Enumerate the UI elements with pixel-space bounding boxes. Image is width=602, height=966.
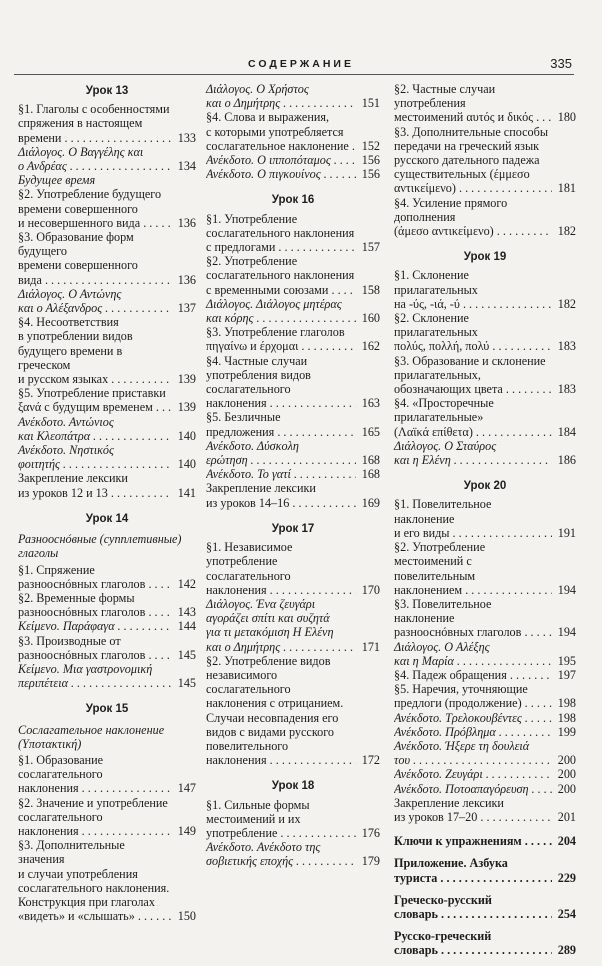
toc-entry-text: сослагательного	[18, 809, 103, 824]
toc-entry-text: §3. Употребление глаголов	[206, 325, 345, 340]
toc-page-number: 171	[361, 639, 380, 654]
toc-entry[interactable]	[206, 481, 380, 509]
toc-entry-text: разнооснóвных глаголов . . .	[394, 625, 552, 639]
toc-entry-text: και η Ελένη . . .	[394, 453, 552, 467]
toc-entry-text: ο Ανδρέας . . .	[18, 159, 172, 173]
toc-entry-text: Ανέκδοτο. Ο πιγκουίνος . . .	[206, 167, 356, 181]
toc-page-number: 145	[177, 647, 196, 662]
toc-entry-text: с временными союзами . . .	[206, 283, 356, 297]
toc-page-number: 133	[177, 130, 196, 145]
toc-entry-text: Διάλογος. Ο Βαγγέλης και	[18, 144, 144, 159]
toc-entry[interactable]	[394, 196, 576, 239]
toc-page-number: 181	[557, 181, 576, 196]
toc-entry-text: Διάλογος. Ο Χρήστος	[206, 82, 309, 96]
subtitle-line: Разнооснóвные (супплетивные)	[18, 532, 182, 547]
toc-entry[interactable]	[394, 834, 576, 848]
toc-entry[interactable]	[394, 354, 576, 397]
lesson-title: Урок 19	[463, 251, 507, 264]
lesson-title: Урок 17	[271, 522, 315, 535]
toc-entry[interactable]	[206, 597, 380, 654]
toc-entry[interactable]	[394, 711, 576, 725]
toc-page-number: 168	[361, 453, 380, 468]
lesson-title: Урок 13	[85, 85, 129, 97]
toc-entry-text: §4. Несоответствия	[18, 315, 119, 330]
header-title: СОДЕРЖАНИЕ	[248, 58, 354, 70]
toc-page-number: 139	[177, 400, 196, 415]
subtitle-line: глаголы	[18, 546, 59, 561]
toc-entry-text: словарь . . .	[394, 907, 552, 921]
toc-entry[interactable]	[206, 297, 380, 325]
toc-entry-text: наклонения . . .	[18, 824, 172, 838]
toc-entry-text: και ο Αλέξανδρος . . .	[18, 301, 172, 315]
toc-entry-text: сослагательного наклонения	[206, 225, 355, 240]
toc-entry[interactable]	[18, 315, 196, 386]
toc-entry-text: видов с видами русского	[206, 724, 335, 739]
toc-entry-text: и случаи употребления	[18, 866, 138, 881]
toc-entry[interactable]	[206, 110, 380, 153]
subtitle-line: (Υποτακτική)	[18, 736, 82, 751]
lesson-subtitle	[18, 723, 196, 751]
toc-entry-text: §4. Слова и выражения,	[206, 110, 330, 125]
toc-entry-text: §4. Частные случаи	[206, 353, 308, 368]
toc-entry[interactable]	[206, 840, 380, 868]
toc-entry[interactable]	[206, 153, 380, 167]
toc-page-number: 198	[557, 696, 576, 711]
toc-page-number: 136	[177, 272, 196, 287]
header-rule	[14, 74, 574, 75]
toc-entry-text: сослагательного наклонения	[206, 268, 355, 283]
toc-page-number: 152	[361, 138, 380, 153]
toc-entry-text: Διάλογος. Ο Αλέξης	[394, 639, 490, 654]
toc-entry-text: передачи на греческий язык	[394, 138, 540, 153]
toc-entry-text: существительных (έμμεσο	[394, 167, 530, 182]
toc-entry-text: αγοράζει σπίτι και συζητά	[206, 611, 330, 626]
toc-entry-text: Διάλογος. Διάλογος μητέρας	[206, 296, 342, 311]
toc-page-number: 179	[361, 854, 380, 869]
toc-entry-text: из уроков 12 и 13 . . .	[18, 486, 172, 500]
lesson-title: Урок 14	[85, 512, 129, 525]
toc-entry-text: обозначающих цвета . . .	[394, 382, 552, 396]
toc-page-number: 143	[177, 605, 196, 620]
toc-entry-text: Ανέκδοτο. Το γατί . . .	[206, 467, 356, 481]
toc-column-3	[394, 82, 576, 966]
toc-entry-text: Греческо-русский	[394, 892, 492, 907]
toc-entry-text: Ανέκδοτο. Ο ιπποπόταμος . . .	[206, 153, 356, 167]
toc-entry-text: πηγαίνω и έρχομαι . . .	[206, 339, 356, 353]
toc-entry-text: и русском языках . . .	[18, 372, 172, 386]
toc-entry[interactable]	[18, 187, 196, 230]
toc-entry-text: из уроков 17–20 . . .	[394, 810, 552, 824]
toc-entry-text: §4. «Просторечные	[394, 396, 494, 411]
toc-entry[interactable]	[206, 439, 380, 467]
toc-entry-text: сослагательное наклонение . . .	[206, 139, 356, 153]
toc-entry-text: наклонения . . .	[206, 396, 356, 410]
toc-entry[interactable]	[394, 725, 576, 739]
toc-entry[interactable]	[18, 563, 196, 591]
toc-entry-text: §1. Употребление	[206, 211, 298, 226]
toc-entry[interactable]	[206, 540, 380, 597]
lesson-19-list	[394, 268, 576, 467]
toc-page-number: 204	[557, 834, 576, 849]
toc-entry-text: употребление . . .	[206, 826, 356, 840]
lesson-13-list	[18, 102, 196, 500]
toc-entry-text: §1. Сильные формы	[206, 797, 310, 812]
toc-entry-text: Ключи к упражнениям . . .	[394, 834, 552, 848]
toc-entry[interactable]	[394, 311, 576, 354]
toc-entry-text: времени совершенного	[18, 201, 138, 216]
toc-entry[interactable]	[206, 167, 380, 181]
toc-entry-text: Κείμενο. Μια γαστρονομική	[18, 661, 153, 676]
toc-column-1	[18, 82, 196, 923]
toc-page-number: 200	[557, 767, 576, 782]
toc-entry[interactable]	[18, 415, 196, 443]
toc-entry[interactable]	[394, 929, 576, 957]
toc-entry-text: Закрепление лексики	[18, 471, 128, 486]
toc-entry-text: §3. Образование и склонение	[394, 353, 546, 368]
toc-entry-text: разнооснóвных глаголов . . .	[18, 605, 172, 619]
toc-page-number: 198	[557, 710, 576, 725]
toc-entry[interactable]	[206, 467, 380, 481]
toc-entry-text: повелительного	[206, 738, 289, 753]
toc-entry-text: πολύς, πολλή, πολύ . . .	[394, 339, 552, 353]
toc-entry-text: Закрепление лексики	[206, 481, 316, 496]
toc-entry[interactable]	[206, 798, 380, 841]
toc-entry-text: туриста . . .	[394, 871, 552, 885]
toc-entry-text: §3. Дополнительные значения	[18, 838, 125, 867]
toc-entry[interactable]	[18, 230, 196, 287]
toc-entry-text: Διάλογος. Ένα ζευγάρι	[206, 596, 316, 611]
toc-entry[interactable]	[394, 668, 576, 682]
toc-page-number: 186	[557, 453, 576, 468]
toc-entry-text: §2. Употребление	[394, 540, 486, 555]
toc-page-number: 140	[177, 428, 196, 443]
toc-page-number: 151	[361, 96, 380, 111]
toc-entry[interactable]	[18, 591, 196, 619]
toc-entry-text: §1. Склонение прилагательных	[394, 268, 478, 297]
toc-entry-text: разнооснóвных глаголов . . .	[18, 577, 172, 591]
toc-entry-text: για τι μετακόμιση Η Ελένη	[206, 625, 334, 640]
toc-page-number: 180	[557, 110, 576, 125]
toc-entry-text: αντικείμενο) . . .	[394, 181, 552, 195]
toc-page-number: 254	[557, 906, 576, 921]
toc-entry-text: вида . . .	[18, 273, 172, 287]
toc-page-number: 200	[557, 753, 576, 768]
toc-entry[interactable]	[18, 838, 196, 923]
toc-entry[interactable]	[18, 386, 196, 414]
toc-page-number: 191	[557, 525, 576, 540]
toc-page-number: 182	[557, 224, 576, 239]
toc-page-number: 137	[177, 301, 196, 316]
toc-page-number: 136	[177, 215, 196, 230]
toc-entry-text: §2. Употребление видов	[206, 653, 331, 668]
toc-entry-text: наклонения . . .	[206, 753, 356, 767]
toc-page-number: 144	[177, 619, 196, 634]
toc-entry-text: σοβιετικής εποχής . . .	[206, 854, 356, 868]
toc-page-number: 199	[557, 724, 576, 739]
lesson-15-cont-list	[206, 82, 380, 181]
toc-entry-text: Κείμενο. Παράφαγα . . .	[18, 619, 172, 633]
toc-entry-text: «видеть» и «слышать» . . .	[18, 909, 172, 923]
appendix-list	[394, 834, 576, 957]
toc-entry-text: §1. Повелительное наклонение	[394, 497, 492, 526]
toc-entry-text: прилагательных,	[394, 367, 481, 382]
toc-entry-text: περιπέτεια . . .	[18, 676, 172, 690]
toc-page-number: 194	[557, 625, 576, 640]
toc-entry[interactable]	[18, 796, 196, 839]
toc-entry[interactable]	[18, 102, 196, 145]
toc-entry[interactable]	[18, 662, 196, 690]
lesson-title: Урок 18	[271, 780, 315, 793]
toc-entry-text: §2. Значение и употребление	[18, 795, 168, 810]
toc-entry-text: §1. Глаголы с особенностями	[18, 102, 170, 117]
lesson-title: Урок 16	[271, 194, 315, 207]
toc-page-number: 182	[557, 296, 576, 311]
toc-entry-text: Ανέκδοτο. Ήξερε τη δουλειά	[394, 738, 530, 753]
toc-entry[interactable]	[18, 443, 196, 471]
toc-entry[interactable]	[206, 354, 380, 411]
toc-entry[interactable]	[394, 125, 576, 196]
toc-entry-text: (Λαϊκά επίθετα) . . .	[394, 425, 552, 439]
toc-entry-text: ξανά с будущим временем . . .	[18, 400, 172, 414]
toc-entry-text: Ανέκδοτο. Αντώνιος	[18, 414, 114, 429]
toc-entry-text: употребление сослагательного	[206, 554, 291, 583]
toc-entry-text: §3. Образование форм будущего	[18, 230, 134, 259]
toc-page-number: 157	[361, 240, 380, 255]
lesson-16-list	[206, 212, 380, 510]
toc-entry[interactable]	[394, 796, 576, 824]
toc-entry-text: будущего времени в греческом	[18, 343, 123, 372]
toc-page-number: 183	[557, 382, 576, 397]
toc-entry-text: και Κλεοπάτρα . . .	[18, 429, 172, 443]
toc-entry[interactable]	[206, 254, 380, 297]
toc-entry[interactable]	[206, 325, 380, 353]
toc-entry-text: Ανέκδοτο. Τρελοκουβέντες . . .	[394, 711, 552, 725]
toc-entry-text: §5. Наречия, уточняющие	[394, 682, 528, 697]
toc-entry-text: §5. Безличные	[206, 410, 281, 425]
toc-entry[interactable]	[394, 268, 576, 311]
toc-entry-text: и несовершенного вида . . .	[18, 216, 172, 230]
toc-entry-text: спряжения в настоящем	[18, 116, 143, 131]
toc-entry-text: русского дательного падежа	[394, 153, 540, 168]
lesson-18-cont-list	[394, 82, 576, 238]
toc-entry-text: §1. Спряжение	[18, 562, 95, 577]
toc-entry-text: Русско-греческий	[394, 929, 492, 944]
toc-entry-text: словарь . . .	[394, 943, 552, 957]
toc-entry[interactable]	[394, 739, 576, 767]
toc-entry-text: с которыми употребляется	[206, 124, 344, 139]
toc-page-number: 140	[177, 457, 196, 472]
toc-entry[interactable]	[18, 619, 196, 633]
toc-entry-text: Ανέκδοτο. Νηστικός	[18, 443, 114, 458]
toc-page-number: 141	[177, 485, 196, 500]
toc-entry[interactable]	[18, 634, 196, 662]
lesson-14-list	[18, 563, 196, 691]
toc-entry-text: наклонения с отрицанием.	[206, 696, 344, 711]
toc-entry[interactable]	[18, 287, 196, 315]
toc-entry[interactable]	[18, 145, 196, 173]
toc-page-number: 162	[361, 339, 380, 354]
toc-entry-text: §3. Производные от	[18, 633, 121, 648]
toc-page-number: 195	[557, 653, 576, 668]
lesson-20-list	[394, 497, 576, 824]
toc-entry[interactable]	[394, 893, 576, 921]
toc-entry-text: και κόρης . . .	[206, 311, 356, 325]
toc-entry-text: наклонения . . .	[206, 583, 356, 597]
toc-entry-text: наклонением . . .	[394, 583, 552, 597]
toc-page-number: 170	[361, 582, 380, 597]
toc-entry-text: Случаи несовпадения его	[206, 710, 339, 725]
lesson-title: Урок 20	[463, 480, 507, 493]
lesson-subtitle	[18, 532, 196, 560]
toc-entry-text: (άμεσο αντικείμενο) . . .	[394, 224, 552, 238]
toc-page-number: 142	[177, 576, 196, 591]
page-number: 335	[550, 56, 572, 71]
toc-entry[interactable]	[394, 396, 576, 439]
toc-entry-text: και ο Δημήτρης . . .	[206, 96, 356, 110]
toc-entry-text: §1. Образование сослагательного	[18, 752, 104, 782]
toc-entry-text: Закрепление лексики	[394, 795, 504, 810]
toc-page-number: 176	[361, 825, 380, 840]
toc-entry[interactable]	[394, 82, 576, 125]
toc-entry[interactable]	[18, 471, 196, 499]
toc-entry-text: §3. Дополнительные способы	[394, 124, 549, 139]
toc-entry-text: Διάλογος. Ο Σταύρος	[394, 438, 497, 453]
toc-entry[interactable]	[394, 640, 576, 668]
toc-entry-text: в употреблении видов	[18, 329, 133, 344]
toc-entry[interactable]	[206, 82, 380, 110]
toc-entry-text: сослагательного наклонения.	[18, 880, 170, 895]
lesson-18-list	[206, 798, 380, 869]
toc-entry-text: §2. Склонение прилагательных	[394, 311, 478, 340]
toc-entry-text: φοιτητής . . .	[18, 457, 172, 471]
toc-entry[interactable]	[394, 540, 576, 597]
toc-entry-text: §4. Падеж обращения . . .	[394, 668, 552, 682]
toc-page-number: 184	[557, 424, 576, 439]
toc-entry-text: Ανέκδοτο. Δύσκολη	[206, 438, 299, 453]
toc-page-number: 194	[557, 582, 576, 597]
toc-entry-text: Конструкция при глаголах	[18, 894, 155, 909]
toc-entry-text: прилагательные»	[394, 410, 484, 425]
toc-entry-text: предлоги (продолжение) . . .	[394, 696, 552, 710]
toc-entry-text: времени . . .	[18, 131, 172, 145]
toc-entry-text: §4. Усиление прямого дополнения	[394, 195, 508, 224]
lesson-17-list	[206, 540, 380, 767]
toc-entry-text: местоимений αυτός и δικός . . .	[394, 110, 552, 124]
toc-entry-text: Διάλογος. Ο Αντώνης	[18, 286, 122, 301]
toc-entry[interactable]	[394, 439, 576, 467]
toc-entry[interactable]	[394, 767, 576, 781]
toc-page-number: 229	[557, 870, 576, 885]
toc-entry-text: §2. Временные формы	[18, 590, 135, 605]
toc-page-number: 169	[361, 495, 380, 510]
toc-entry-text: и его виды . . .	[394, 526, 552, 540]
toc-entry-text: Будущее время	[18, 173, 96, 188]
toc-entry-text: местоимений и их	[206, 811, 301, 826]
toc-entry-text: на -ύς, -ιά, -ύ . . .	[394, 297, 552, 311]
toc-entry-text: §2. Употребление	[206, 254, 298, 269]
toc-page-number: 183	[557, 339, 576, 354]
toc-page-number: 156	[361, 167, 380, 182]
toc-entry-text: местоимений с повелительным	[394, 554, 476, 583]
toc-page-number: 168	[361, 467, 380, 482]
toc-page-number: 147	[177, 781, 196, 796]
toc-entry-text: §5. Употребление приставки	[18, 386, 166, 401]
toc-page-number: 158	[361, 282, 380, 297]
toc-page-number: 165	[361, 424, 380, 439]
toc-page-number: 172	[361, 753, 380, 768]
toc-entry-text: ερώτηση . . .	[206, 453, 356, 467]
toc-entry-text: Ανέκδοτο. Ανέκδοτο της	[206, 840, 321, 855]
subtitle-line: Сослагательное наклонение	[18, 722, 165, 737]
toc-entry-text: Ανέκδοτο. Ποτοαπαγόρευση . . .	[394, 782, 552, 796]
toc-entry-text: Приложение. Азбука	[394, 856, 508, 871]
toc-entry-text: και ο Δημήτρης . . .	[206, 640, 356, 654]
toc-page-number: 134	[177, 159, 196, 174]
toc-entry[interactable]	[394, 856, 576, 884]
toc-entry-text: с предлогами . . .	[206, 240, 356, 254]
toc-entry[interactable]	[206, 654, 380, 768]
toc-page-number: 145	[177, 676, 196, 691]
toc-column-2	[206, 82, 380, 869]
toc-entry-text: наклонения . . .	[18, 781, 172, 795]
lesson-title: Урок 15	[85, 703, 129, 716]
toc-entry-text: времени совершенного	[18, 258, 138, 273]
toc-entry[interactable]	[394, 597, 576, 640]
toc-entry[interactable]	[206, 410, 380, 438]
toc-page-number: 149	[177, 823, 196, 838]
toc-entry-text: сослагательного	[206, 382, 291, 397]
toc-entry[interactable]	[18, 753, 196, 796]
toc-entry-text: και η Μαρία . . .	[394, 654, 552, 668]
toc-page-number: 200	[557, 781, 576, 796]
toc-entry-text: разнооснóвных глаголов . . .	[18, 648, 172, 662]
toc-entry-text: Ανέκδοτο. Πρόβλημα . . .	[394, 725, 552, 739]
toc-entry[interactable]	[18, 173, 196, 187]
toc-page-number: 160	[361, 311, 380, 326]
toc-entry[interactable]	[394, 782, 576, 796]
toc-page-number: 150	[177, 909, 196, 924]
toc-entry-text: §3. Повелительное наклонение	[394, 596, 492, 626]
toc-page-number: 139	[177, 372, 196, 387]
toc-page-number: 201	[557, 809, 576, 824]
toc-entry[interactable]	[394, 497, 576, 540]
lesson-15-list	[18, 753, 196, 923]
toc-entry-text: употребления видов	[206, 367, 311, 382]
toc-entry[interactable]	[394, 682, 576, 710]
toc-page-number: 156	[361, 153, 380, 168]
toc-entry-text: из уроков 14–16 . . .	[206, 496, 356, 510]
toc-entry-text: του . . .	[394, 753, 552, 767]
toc-entry[interactable]	[206, 212, 380, 255]
toc-page-number: 197	[557, 667, 576, 682]
toc-entry-text: §1. Независимое	[206, 540, 293, 555]
toc-entry-text: независимого сослагательного	[206, 667, 291, 697]
toc-entry-text: §2. Употребление будущего	[18, 187, 162, 202]
toc-entry-text: §2. Частные случаи употребления	[394, 82, 496, 111]
toc-page-number: 163	[361, 396, 380, 411]
toc-entry-text: предложения . . .	[206, 425, 356, 439]
toc-page-number: 289	[557, 943, 576, 958]
toc-entry-text: Ανέκδοτο. Ζευγάρι . . .	[394, 767, 552, 781]
